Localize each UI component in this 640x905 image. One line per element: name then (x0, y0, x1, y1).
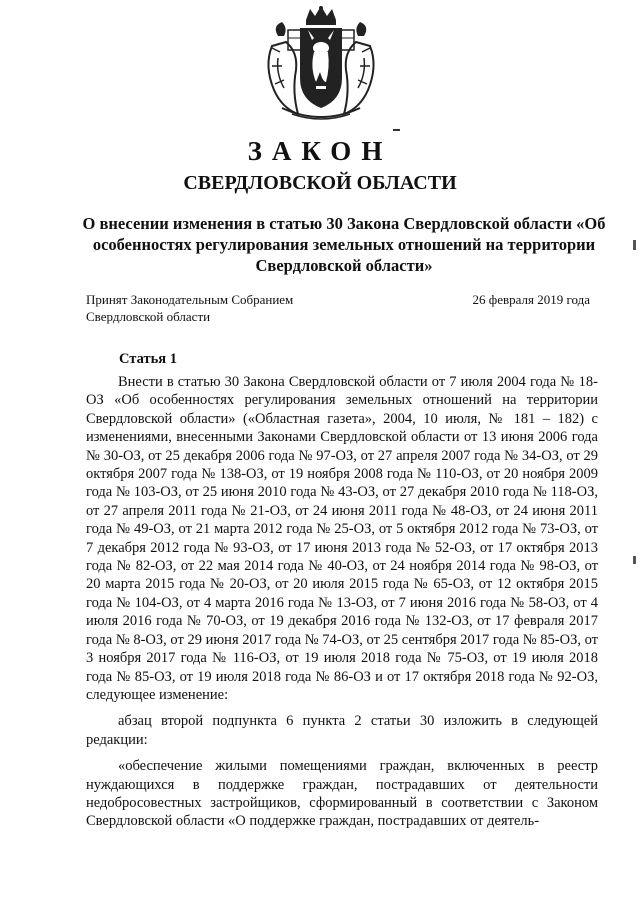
region-subtitle: СВЕРДЛОВСКОЙ ОБЛАСТИ (183, 172, 457, 194)
paragraph: «обеспечение жилыми помещениями граждан, включенных в реестр нуждающихся в поддержке граждан, пострадавших от деятельности недобросовестных застройщиков, сформированный в соответствии с Законом Свердловской области «О поддержке граждан, пострадавших от деятель- (86, 758, 598, 830)
adopted-line-1: Принят Законодательным Собранием (86, 292, 294, 307)
adopted-line-2: Свердловской области (86, 309, 211, 324)
article-title: Статья 1 (119, 351, 177, 367)
adoption-date: 26 февраля 2019 года (472, 292, 590, 307)
paragraph: Внести в статью 30 Закона Свердловской области от 7 июля 2004 года № 18-ОЗ «Об особенностях регулирования земельных отношений на территории Свердловской области» («Областная газета», 2004, 10 июля, № 181 – 182) с изменениями, внесенными Законами Свердловской области от 13 июня 2006 года № 30-ОЗ, от 25 декабря 2006 года № 97-ОЗ, от 27 апреля 2007 года № 34-ОЗ, от 29 октября 2007 года № 138-ОЗ, от 19 ноября 2008 года № 110-ОЗ, от 20 ноября 2009 года № 103-ОЗ, от 25 июня 2010 года № 43-ОЗ, от 27 декабря 2010 года № 118-ОЗ, от 27 апреля 2011 года № 21-ОЗ, от 24 июня 2011 года № 48-ОЗ, от 24 июня 2011 года № 49-ОЗ, от 21 марта 2012 года № 25-ОЗ, от 5 октября 2012 года № 73-ОЗ, от 7 декабря 2012 года № 93-ОЗ, от 17 июня 2013 года № 52-ОЗ, от 17 октября 2013 года № 82-ОЗ, от 22 мая 2014 года № 40-ОЗ, от 24 ноября 2014 года № 98-ОЗ, от 20 марта 2015 года № 20-ОЗ, от 20 июля 2015 года № 65-ОЗ, от 12 октября 2015 года № 104-ОЗ, от 4 марта 2016 года № 13-ОЗ, от 7 июня 2016 года № 58-ОЗ, от 4 июля 2016 года № 70-ОЗ, от 19 декабря 2016 года № 132-ОЗ, от 17 февраля 2017 года № 8-ОЗ, от 29 июня 2017 года № 74-ОЗ, от 25 сентября 2017 года № 85-ОЗ, от 3 ноября 2017 года № 116-ОЗ, от 19 июля 2018 года № 75-ОЗ, от 19 июля 2018 года № 85-ОЗ, от 19 июля 2018 года № 86-ОЗ и от 17 октября 2018 года № 92-ОЗ, следующее изменение: (86, 374, 598, 703)
scan-mark (633, 240, 636, 250)
law-heading: О внесении изменения в статью 30 Закона Свердловской области «Об особенностях регулирования земельных отношений на территории Свердловской области» (82, 214, 606, 275)
scan-mark (633, 556, 636, 564)
scan-mark (393, 129, 400, 131)
adopted-by (86, 291, 346, 325)
law-title: ЗАКОН (247, 136, 393, 166)
coat-of-arms-icon (262, 6, 380, 124)
paragraph: абзац второй подпункта 6 пункта 2 статьи 30 изложить в следующей редакции: (86, 713, 598, 748)
article-body (86, 373, 598, 839)
